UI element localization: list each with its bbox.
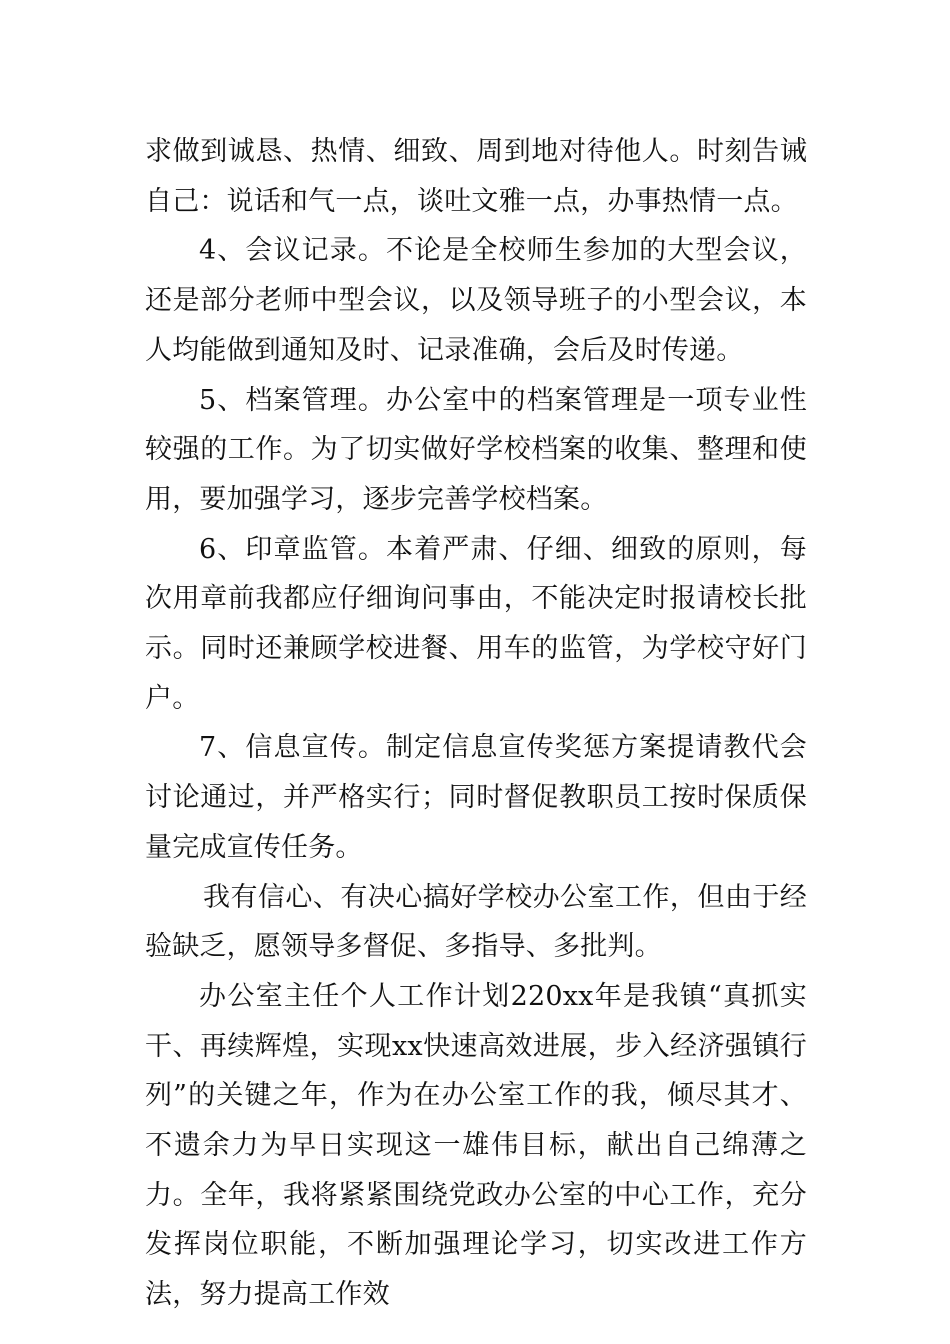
paragraph-closing-statement: 我有信心、有决心搞好学校办公室工作，但由于经验缺乏，愿领导多督促、多指导、多批判。	[145, 881, 807, 963]
paragraph-continuation: 求做到诚恳、热情、细致、周到地对待他人。时刻告诫自己：说话和气一点，谈吐文雅一点，办事热情一点。	[145, 136, 807, 217]
paragraph-archive-management: 5、档案管理。办公室中的档案管理是一项专业性较强的工作。为了切实做好学校档案的收集、整理和使用，要加强学习，逐步完善学校档案。	[145, 384, 807, 515]
paragraph-information-publicity: 7、信息宣传。制定信息宣传奖惩方案提请教代会讨论通过，并严格实行；同时督促教职员工按时保质保量完成宣传任务。	[145, 732, 807, 863]
document-body	[145, 127, 807, 1320]
paragraph-meeting-records: 4、会议记录。不论是全校师生参加的大型会议，还是部分老师中型会议，以及领导班子的小型会议，本人均能做到通知及时、记录准确，会后及时传递。	[145, 235, 807, 366]
paragraph-seal-supervision: 6、印章监管。本着严肃、仔细、细致的原则，每次用章前我都应仔细询问事由，不能决定时报请校长批示。同时还兼顾学校进餐、用车的监管，为学校守好门户。	[145, 533, 807, 714]
paragraph-work-plan: 办公室主任个人工作计划220xx年是我镇“真抓实干、再续辉煌，实现xx快速高效进展，步入经济强镇行列”的关键之年，作为在办公室工作的我，倾尽其才、不遗余力为早日实现这一雄伟目标，献出自己绵薄之力。全年，我将紧紧围绕党政办公室的中心工作，充分发挥岗位职能，不断加强理论学习，切实改进工作方法，努力提高工作效	[145, 980, 807, 1311]
